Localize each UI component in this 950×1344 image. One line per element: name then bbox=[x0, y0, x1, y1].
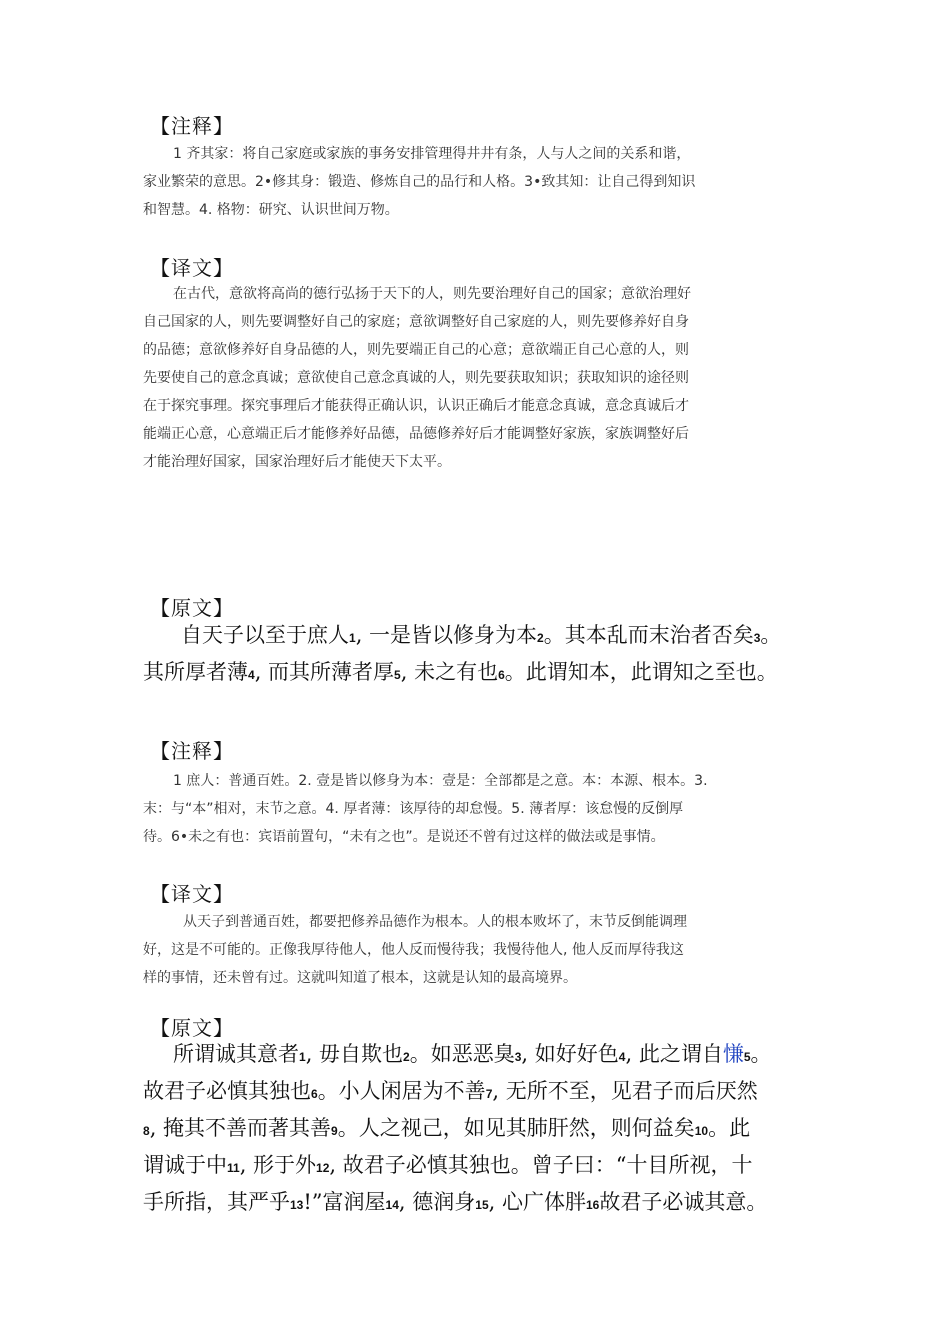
footnote-number: 15 bbox=[475, 1198, 489, 1212]
zhushi-notes-2 bbox=[143, 767, 823, 851]
footnote-number: 3 bbox=[514, 1050, 522, 1064]
footnote-number: 7 bbox=[485, 1087, 493, 1101]
original-segment: 。 bbox=[750, 1042, 772, 1066]
original-line bbox=[143, 1074, 833, 1111]
footnote-number: 8 bbox=[143, 1124, 150, 1138]
original-segment: 所谓诚其意者 bbox=[173, 1042, 299, 1066]
note-line: 待。6•未之有也：宾语前置句，“未有之也”。是说还不曾有过这样的做法或是事情。 bbox=[143, 829, 665, 845]
footnote-number: 2 bbox=[403, 1050, 410, 1064]
note-line: 1 庶人：普通百姓。2. 壹是皆以修身为本：壹是：全部都是之意。本：本源、根本。3. bbox=[173, 773, 708, 789]
original-line bbox=[143, 1148, 833, 1185]
yuanwen-heading-2: 【原文】 bbox=[150, 596, 234, 620]
footnote-number: 5 bbox=[394, 668, 401, 682]
yiwen-heading-2: 【译文】 bbox=[150, 882, 234, 906]
original-segment: , 掩其不善而著其善 bbox=[149, 1116, 332, 1140]
original-segment: 。如恶恶臭 bbox=[409, 1042, 515, 1066]
original-segment: , 此之谓自 bbox=[625, 1042, 723, 1066]
yiwen-text-1 bbox=[143, 280, 823, 476]
translation-line: 好，这是不可能的。正像我厚待他人，他人反而慢待我；我慢待他人, 他人反而厚待我这 bbox=[143, 942, 684, 958]
zhushi-notes-1 bbox=[143, 140, 823, 224]
translation-line: 自己国家的人，则先要调整好自己的家庭；意欲调整好自己家庭的人，则先要修养好自身 bbox=[143, 314, 689, 330]
original-segment: 手所指，其严乎 bbox=[143, 1190, 290, 1214]
note-line: 1 齐其家：将自己家庭或家族的事务安排管理得井井有条，人与人之间的关系和谐， bbox=[173, 146, 691, 162]
original-segment: 故君子必诚其意。 bbox=[599, 1190, 768, 1214]
original-segment: 自天子以至于庶人 bbox=[181, 623, 349, 647]
footnote-number: 10 bbox=[694, 1124, 709, 1138]
yuanwen-text-2 bbox=[143, 618, 833, 692]
yiwen-text-2 bbox=[143, 908, 823, 992]
footnote-number: 11 bbox=[227, 1161, 240, 1175]
translation-line: 从天子到普通百姓，都要把修养品德作为根本。人的根本败坏了，末节反倒能调理 bbox=[183, 914, 687, 930]
original-segment: !”富润屋 bbox=[303, 1190, 386, 1214]
original-line bbox=[143, 1037, 833, 1074]
footnote-number: 4 bbox=[248, 668, 255, 682]
footnote-number: 14 bbox=[385, 1198, 399, 1212]
translation-line: 才能治理好国家，国家治理好后才能使天下太平。 bbox=[143, 454, 451, 470]
original-segment: 其所厚者薄 bbox=[143, 660, 248, 684]
note-line: 和智慧。4. 格物：研究、认识世间万物。 bbox=[143, 202, 399, 218]
original-segment: 。此谓知本，此谓知之至也。 bbox=[504, 660, 778, 684]
translation-line: 能端正心意，心意端正后才能修养好品德，品德修养好后才能调整好家族，家族调整好后 bbox=[143, 426, 689, 442]
footnote-number: 5 bbox=[743, 1050, 751, 1064]
original-segment: , 德润身 bbox=[398, 1190, 476, 1214]
footnote-number: 16 bbox=[585, 1198, 600, 1212]
translation-line: 在古代，意欲将高尚的德行弘扬于天下的人，则先要治理好自己的国家；意欲治理好 bbox=[173, 286, 691, 302]
footnote-number: 1 bbox=[349, 631, 356, 645]
original-segment: , 如好好色 bbox=[521, 1042, 619, 1066]
footnote-number: 12 bbox=[316, 1161, 330, 1175]
original-segment: 。人之视己，如见其肺肝然，则何益矣 bbox=[337, 1116, 695, 1140]
original-segment: 。此 bbox=[708, 1116, 751, 1140]
translation-line: 先要使自己的意念真诚；意欲使自己意念真诚的人，则先要获取知识；获取知识的途径则 bbox=[143, 370, 689, 386]
original-line bbox=[143, 618, 833, 655]
highlighted-character: 慊 bbox=[722, 1042, 744, 1066]
zhushi-heading-2: 【注释】 bbox=[150, 739, 234, 763]
original-segment: , 心广体胖 bbox=[488, 1190, 586, 1214]
translation-line: 的品德；意欲修养好自身品德的人，则先要端正自己的心意；意欲端正自己心意的人，则 bbox=[143, 342, 689, 358]
original-segment: 。小人闲居为不善 bbox=[317, 1079, 486, 1103]
footnote-number: 13 bbox=[290, 1198, 304, 1212]
footnote-number: 9 bbox=[331, 1124, 338, 1138]
yuanwen-text-3 bbox=[143, 1037, 833, 1222]
original-line bbox=[143, 1185, 833, 1222]
original-line bbox=[143, 655, 833, 692]
translation-line: 样的事情，还未曾有过。这就叫知道了根本，这就是认知的最高境界。 bbox=[143, 970, 577, 986]
note-line: 末：与“本”相对，末节之意。4. 厚者薄：该厚待的却怠慢。5. 薄者厚：该怠慢的反倒厚 bbox=[143, 801, 684, 817]
original-segment: , 无所不至，见君子而后厌然 bbox=[492, 1079, 758, 1103]
original-segment: , 一是皆以修身为本 bbox=[355, 623, 538, 647]
footnote-number: 4 bbox=[618, 1050, 626, 1064]
original-segment: , 而其所薄者厚 bbox=[254, 660, 395, 684]
footnote-number: 1 bbox=[299, 1050, 306, 1064]
footnote-number: 3 bbox=[753, 631, 761, 645]
original-segment: 。其本乱而末治者否矣 bbox=[543, 623, 754, 647]
footnote-number: 2 bbox=[537, 631, 544, 645]
original-segment: 故君子必慎其独也 bbox=[143, 1079, 311, 1103]
original-segment: 谓诚于中 bbox=[143, 1153, 227, 1177]
original-segment: , 形于外 bbox=[239, 1153, 317, 1177]
original-segment: 。 bbox=[760, 623, 782, 647]
original-segment: , 未之有也 bbox=[400, 660, 499, 684]
note-line: 家业繁荣的意思。2•修其身：锻造、修炼自己的品行和人格。3•致其知：让自己得到知识 bbox=[143, 174, 696, 190]
footnote-number: 6 bbox=[498, 668, 505, 682]
original-segment: , 毋自欺也 bbox=[305, 1042, 404, 1066]
zhushi-heading-1: 【注释】 bbox=[150, 114, 234, 138]
footnote-number: 6 bbox=[311, 1087, 318, 1101]
original-segment: , 故君子必慎其独也。曾子曰：“十目所视，十 bbox=[329, 1153, 753, 1177]
yiwen-heading-1: 【译文】 bbox=[150, 256, 234, 280]
original-line bbox=[143, 1111, 833, 1148]
yuanwen-heading-3: 【原文】 bbox=[150, 1016, 234, 1040]
translation-line: 在于探究事理。探究事理后才能获得正确认识，认识正确后才能意念真诚，意念真诚后才 bbox=[143, 398, 689, 414]
